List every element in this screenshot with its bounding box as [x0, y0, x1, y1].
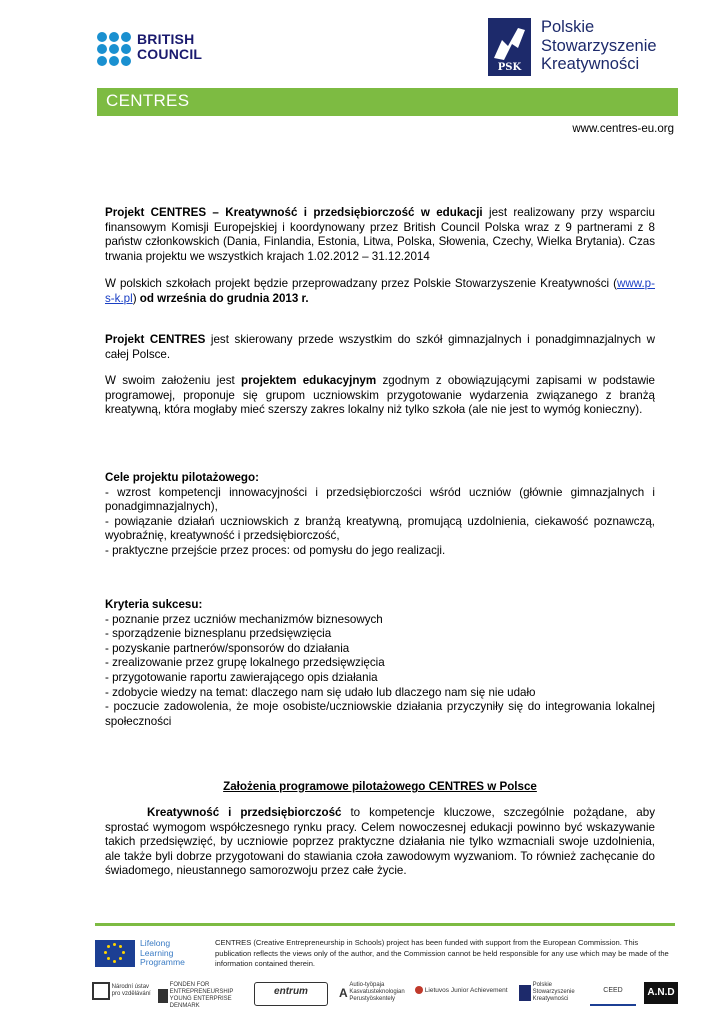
criteria-item: - sporządzenie biznesplanu przedsięwzięcia	[105, 627, 332, 641]
psk-website-link[interactable]: www.p-s-k.pl	[105, 277, 655, 305]
criteria-heading: Kryteria sukcesu:	[105, 598, 203, 611]
british-council-dots-icon	[97, 32, 133, 66]
criteria-item: - zrealizowanie przez grupę lokalnego przedsięwzięcia	[105, 656, 385, 670]
bc-line2: COUNCIL	[137, 46, 203, 62]
criteria-item: - przygotowanie raportu zawierającego opis działania	[105, 670, 378, 684]
goals-section	[105, 471, 655, 559]
psk-logo	[488, 18, 688, 78]
psk-paragraph-bold: od września do grudnia 2013 r.	[136, 291, 309, 305]
assumption-paragraph	[105, 374, 655, 418]
psk-logo-small: Polskie Stowarzyszenie Kreatywności	[519, 982, 579, 1004]
entrum-logo: entrum	[254, 982, 328, 1006]
ffe-ye-logo: FONDEN FOR ENTREPRENEURSHIP YOUNG ENTERPRISE DENMARK	[158, 982, 244, 1004]
criteria-item: - poznanie przez uczniów mechanizmów biznesowych	[105, 612, 383, 626]
goal-item: - praktyczne przejście przez proces: od pomysłu do jego realizacji.	[105, 543, 446, 557]
centres-title-bar	[97, 88, 678, 116]
psk-paragraph-text: W polskich szkołach projekt będzie przeprowadzany przez Polskie Stowarzyszenie Kreatywności (	[105, 277, 617, 290]
section-title: Założenia programowe pilotażowego CENTRES w Polsce	[223, 780, 537, 793]
lifelong-learning-logo	[95, 939, 205, 969]
nuv-logo: Národní ústav pro vzdělávání	[92, 982, 154, 1004]
target-bold: Projekt CENTRES	[105, 333, 206, 346]
criteria-section	[105, 598, 655, 729]
funding-disclaimer: CENTRES (Creative Entrepreneurship in Schools) project has been funded with support from the European Commission. This publication reflects the views only of the author, and the Commission cannot be held responsible for any use which may be made of the information contained therein.	[215, 938, 669, 968]
intro-paragraph	[105, 206, 655, 264]
assumption-rest: zgodnym z obowiązującymi zapisami w podstawie programowej, proponuje się grupom uczniowskim przygotowanie wydarzenia związanego z branżą kreatywną, która mogłaby mieć szerszy zakres lokalny niż tylko szkoła (ale nie jest to wymóg konieczny).	[105, 374, 655, 417]
target-rest: jest skierowany przede wszystkim do szkół gimnazjalnych i ponadgimnazjalnych w całej Polsce.	[105, 333, 655, 361]
llp-line1: Lifelong	[140, 938, 171, 948]
site-url: www.centres-eu.org	[572, 123, 674, 135]
goal-item: - wzrost kompetencji innowacyjności i przedsiębiorczości wśród uczniów (głównie gimnazjalnych i ponadgimnazjalnych),	[105, 485, 655, 514]
ceed-logo: CEED	[590, 982, 636, 1006]
psk-line2: Stowarzyszenie	[541, 36, 657, 55]
llp-line3: Programme	[140, 957, 185, 968]
goal-item: - powiązanie działań uczniowskich z branżą kreatywną, promującą uzdolnienia, ciekawość poznawczą, wyobraźnię, kreatywność i przedsiębiorczość,	[105, 514, 655, 543]
ai-logo: A Autio-työpaja Kasvatusteknologian Perustyöskentely	[339, 982, 405, 1002]
intro-bold: Projekt CENTRES – Kreatywność i przedsiębiorczość w edukacji	[105, 206, 483, 219]
goals-heading: Cele projektu pilotażowego:	[105, 471, 259, 484]
psk-emblem-icon	[488, 18, 531, 76]
creativity-paragraph	[105, 806, 655, 879]
target-paragraph	[105, 333, 655, 362]
creativity-bold: Kreatywność i przedsiębiorczość	[147, 806, 342, 819]
creativity-rest: to kompetencje kluczowe, szczególnie pożądane, aby sprostać wymogom współczesnego rynku pracy. Celem nowoczesnej edukacji powinno być wskazywanie takich przedsięwzięć, by uczniowie poprzez praktyczne działania nie tylko wzmacniali swoje uzdolnienia, ale także byli dobrze przygotowani do stawiania czoła zawodowym wyzwaniom. To również zachęcanie do świadomego, nieustannego samorozwoju przez całe życie.	[105, 806, 655, 878]
criteria-item: - zdobycie wiedzy na temat: dlaczego nam się udało lub dlaczego nam się nie udało	[105, 685, 536, 699]
criteria-item: - pozyskanie partnerów/sponsorów do działania	[105, 641, 350, 655]
llp-line2: Learning	[140, 947, 174, 958]
psk-line3: Kreatywności	[541, 55, 640, 73]
psk-paragraph	[105, 277, 655, 306]
bc-line1: BRITISH	[137, 31, 195, 47]
eu-flag-icon	[95, 940, 135, 967]
british-council-logo	[97, 31, 203, 66]
centres-title: CENTRES	[106, 91, 190, 110]
criteria-item: - poczucie zadowolenia, że moje osobiste/uczniowskie działania przyczyniły się do integrowania lokalnej społeczności	[105, 700, 655, 728]
psk-line1: Polskie	[541, 18, 595, 36]
assumption-bold: projektem edukacyjnym	[241, 374, 377, 387]
psk-box-label: PSK	[497, 62, 522, 73]
assumption-pre: W swoim założeniu jest	[105, 374, 242, 387]
intro-rest: jest realizowany przy wsparciu finansowym Komisji Europejskiej i koordynowany przez British Council Polska wraz z 9 partnerami z 8 państw członkowskich (Dania, Finlandia, Estonia, Litwa, Polska, Słowenia, Czechy, Wielka Brytania). Czas trwania projektu we wszystkich krajach 1.02.2012 – 31.12.2014	[105, 206, 655, 263]
lja-logo: Lietuvos Junior Achievement	[415, 982, 511, 1004]
partner-logos	[92, 982, 682, 1009]
footer-divider	[95, 923, 675, 926]
and-logo: A.N.D	[644, 982, 678, 1004]
psk-paragraph-close: )	[132, 291, 137, 305]
